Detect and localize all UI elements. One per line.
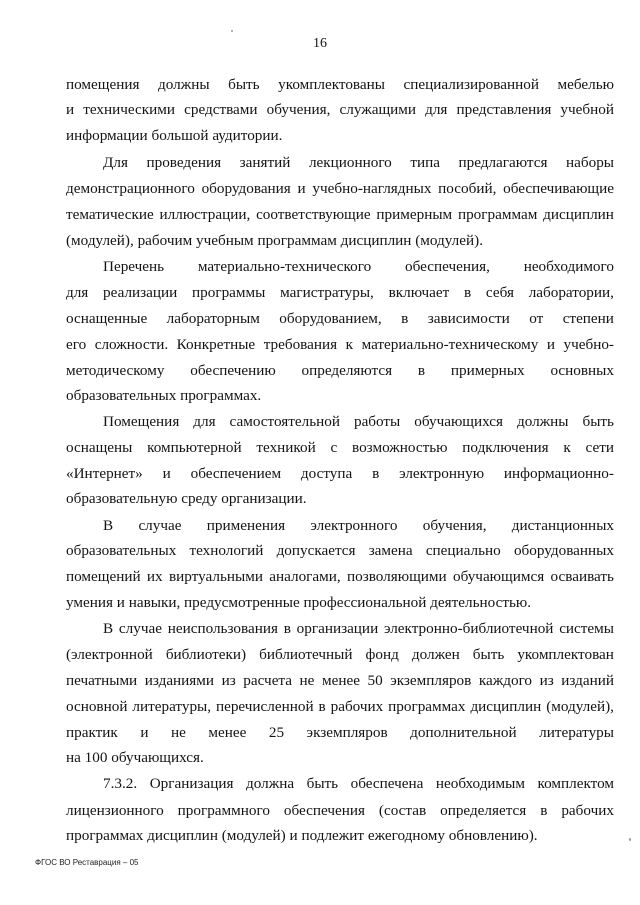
word: доступа bbox=[300, 465, 353, 482]
word: работы bbox=[353, 413, 401, 430]
word: перечисленной bbox=[215, 698, 314, 715]
text-line bbox=[66, 541, 614, 561]
word: замена bbox=[368, 542, 413, 559]
text-line bbox=[66, 335, 614, 355]
word: его bbox=[66, 336, 87, 353]
word: занятий bbox=[239, 154, 291, 171]
word: каждого bbox=[478, 672, 533, 689]
word: включает bbox=[388, 284, 450, 301]
footer-label: ФГОС ВО Реставрация – 05 bbox=[35, 858, 139, 867]
word: для bbox=[66, 284, 89, 301]
text-line: на 100 обучающихся. bbox=[66, 749, 204, 766]
word: лаборатории, bbox=[528, 284, 614, 301]
word: материально-техническому bbox=[361, 336, 539, 353]
text-line bbox=[66, 697, 614, 717]
text-line: образовательную среду организации. bbox=[66, 490, 307, 507]
word: определяется bbox=[440, 802, 527, 819]
text-line bbox=[103, 774, 614, 794]
word: 25 bbox=[268, 724, 285, 741]
word: для bbox=[425, 101, 448, 118]
word: экземпляров bbox=[306, 724, 388, 741]
word: в bbox=[372, 465, 380, 482]
text-line: информации большой аудитории. bbox=[66, 127, 283, 144]
text-line bbox=[66, 75, 614, 95]
word: дисциплин bbox=[470, 698, 542, 715]
word: рабочих bbox=[330, 698, 384, 715]
word: технологий bbox=[189, 542, 264, 559]
text-line bbox=[103, 257, 614, 277]
word: практик bbox=[66, 724, 118, 741]
word: оснащены bbox=[66, 439, 133, 456]
word: и bbox=[546, 336, 555, 353]
word: лицензионного bbox=[66, 802, 164, 819]
word: (состав bbox=[378, 802, 427, 819]
word: техникой bbox=[256, 439, 316, 456]
word: системы bbox=[559, 620, 614, 637]
word: В bbox=[103, 620, 114, 637]
word: для bbox=[193, 413, 216, 430]
text-line bbox=[66, 723, 614, 743]
word: примерным bbox=[376, 206, 453, 223]
word: менее bbox=[321, 672, 360, 689]
word: менее bbox=[208, 724, 247, 741]
word: электронно-библиотечной bbox=[383, 620, 554, 637]
word: тематические bbox=[66, 206, 154, 223]
word: случае bbox=[138, 517, 182, 534]
word: средствами bbox=[184, 101, 258, 118]
word: из bbox=[539, 672, 554, 689]
word: обеспечением bbox=[190, 465, 282, 482]
word: типа bbox=[410, 154, 440, 171]
word: в bbox=[318, 698, 326, 715]
word: сети bbox=[585, 439, 614, 456]
word: экземпляров bbox=[390, 672, 472, 689]
text-line bbox=[66, 567, 614, 587]
word: быть bbox=[582, 413, 614, 430]
text-line bbox=[66, 205, 614, 225]
word: осваивать bbox=[550, 568, 614, 585]
word: наборы bbox=[566, 154, 614, 171]
word: должна bbox=[246, 775, 295, 792]
word: в bbox=[464, 284, 472, 301]
word: программам bbox=[457, 206, 538, 223]
word: допускается bbox=[276, 542, 356, 559]
word: не bbox=[299, 672, 315, 689]
word: Помещения bbox=[103, 413, 180, 430]
word: и bbox=[297, 180, 306, 197]
word: из bbox=[221, 672, 236, 689]
word: подключения bbox=[462, 439, 549, 456]
word: мебелью bbox=[557, 76, 614, 93]
word: степени bbox=[562, 310, 614, 327]
text-line bbox=[66, 309, 614, 329]
word: учебной bbox=[560, 101, 614, 118]
word: (электронной bbox=[66, 646, 153, 663]
word: демонстрационного bbox=[66, 180, 195, 197]
word: литературы, bbox=[132, 698, 212, 715]
word: техническими bbox=[83, 101, 176, 118]
word: Перечень bbox=[103, 258, 165, 275]
word: информационно- bbox=[503, 465, 614, 482]
word: помещений bbox=[66, 568, 141, 585]
word: Организация bbox=[149, 775, 234, 792]
word: оборудованных bbox=[513, 542, 614, 559]
word: образовательных bbox=[66, 542, 177, 559]
word: обучающихся bbox=[414, 413, 504, 430]
word: обучения, bbox=[266, 101, 331, 118]
word: рабочих bbox=[561, 802, 614, 819]
word: помещения bbox=[66, 76, 140, 93]
word: с bbox=[330, 439, 338, 456]
word: обеспечению bbox=[190, 362, 276, 379]
word: иллюстрации, bbox=[159, 206, 251, 223]
word: проведения bbox=[146, 154, 222, 171]
word: фонд bbox=[365, 646, 399, 663]
word: зависимости bbox=[427, 310, 510, 327]
word: электронного bbox=[310, 517, 398, 534]
word: компьютерной bbox=[147, 439, 242, 456]
text-line bbox=[66, 464, 614, 484]
word: их bbox=[146, 568, 163, 585]
word: в bbox=[417, 362, 426, 379]
word: виртуальными bbox=[168, 568, 263, 585]
word: обучающимся bbox=[452, 568, 545, 585]
page-number: 16 bbox=[313, 36, 327, 51]
scan-speck bbox=[629, 838, 631, 841]
word: оборудования bbox=[201, 180, 291, 197]
scan-speck bbox=[231, 30, 233, 32]
text-line bbox=[66, 283, 614, 303]
word: определяются bbox=[301, 362, 393, 379]
word: позволяющими bbox=[347, 568, 447, 585]
word: материально-технического bbox=[197, 258, 372, 275]
text-line bbox=[66, 671, 614, 691]
word: к bbox=[345, 336, 354, 353]
word: аналогами, bbox=[269, 568, 341, 585]
word: соответствующие bbox=[256, 206, 371, 223]
word: быть bbox=[306, 775, 339, 792]
word: и bbox=[140, 724, 149, 741]
word: специально bbox=[425, 542, 501, 559]
word: и bbox=[66, 101, 75, 118]
word: обеспечена bbox=[350, 775, 424, 792]
word: предлагаются bbox=[458, 154, 548, 171]
word: В bbox=[103, 517, 114, 534]
word: лабораторным bbox=[166, 310, 260, 327]
word: необходимого bbox=[523, 258, 614, 275]
word: «Интернет» bbox=[66, 465, 143, 482]
word: оснащенные bbox=[66, 310, 148, 327]
text-line bbox=[66, 100, 614, 120]
word: Для bbox=[103, 154, 128, 171]
text-line bbox=[66, 438, 614, 458]
text-line: программах дисциплин (модулей) и подлежит ежегодному обновлению). bbox=[66, 827, 538, 844]
text-line bbox=[66, 179, 614, 199]
word: требования bbox=[263, 336, 338, 353]
text-line bbox=[103, 619, 614, 639]
word: программах bbox=[388, 698, 466, 715]
word: программного bbox=[177, 802, 270, 819]
word: пособий, bbox=[438, 180, 497, 197]
word: организации bbox=[296, 620, 379, 637]
word: 7.3.2. bbox=[103, 775, 138, 792]
word: расчета bbox=[243, 672, 292, 689]
word: в bbox=[401, 310, 409, 327]
word: обеспечивающие bbox=[503, 180, 614, 197]
text-line bbox=[103, 516, 614, 536]
word: библиотеки) bbox=[165, 646, 247, 663]
word: литературы bbox=[539, 724, 614, 741]
text-line: умения и навыки, предусмотренные профессиональной деятельностью. bbox=[66, 594, 532, 611]
word: учебно-наглядных bbox=[312, 180, 432, 197]
word: не bbox=[170, 724, 186, 741]
text-line bbox=[103, 412, 614, 432]
word: методическому bbox=[66, 362, 165, 379]
word: быть bbox=[228, 76, 260, 93]
word: должен bbox=[411, 646, 460, 663]
word: дисциплин bbox=[543, 206, 614, 223]
word: должны bbox=[516, 413, 569, 430]
word: неиспользования bbox=[167, 620, 278, 637]
word: изданий bbox=[561, 672, 614, 689]
text-line bbox=[66, 361, 614, 381]
word: случае bbox=[118, 620, 162, 637]
text-line: образовательных программах. bbox=[66, 387, 262, 404]
word: самостоятельной bbox=[229, 413, 340, 430]
word: печатными bbox=[66, 672, 138, 689]
word: в bbox=[283, 620, 291, 637]
text-line bbox=[66, 801, 614, 821]
word: 50 bbox=[367, 672, 383, 689]
word: служащими bbox=[339, 101, 417, 118]
word: применения bbox=[206, 517, 286, 534]
word: дополнительной bbox=[410, 724, 517, 741]
word: и bbox=[162, 465, 171, 482]
word: магистратуры, bbox=[280, 284, 374, 301]
word: изданиями bbox=[144, 672, 215, 689]
word: в bbox=[540, 802, 548, 819]
word: укомплектованы bbox=[278, 76, 385, 93]
word: быть bbox=[472, 646, 505, 663]
word: необходимым bbox=[435, 775, 525, 792]
word: электронную bbox=[399, 465, 485, 482]
word: учебно- bbox=[563, 336, 614, 353]
word: сложности. bbox=[94, 336, 169, 353]
word: от bbox=[529, 310, 544, 327]
word: (модулей), bbox=[546, 698, 614, 715]
word: специализированной bbox=[403, 76, 539, 93]
word: к bbox=[563, 439, 571, 456]
text-line: (модулей), рабочим учебным программам дисциплин (модулей). bbox=[66, 232, 483, 249]
word: Конкретные bbox=[176, 336, 256, 353]
word: оборудованием, bbox=[279, 310, 382, 327]
word: обеспечения, bbox=[405, 258, 490, 275]
text-line bbox=[66, 645, 614, 665]
word: реализации bbox=[103, 284, 178, 301]
word: программы bbox=[192, 284, 266, 301]
word: обучения, bbox=[422, 517, 487, 534]
word: себя bbox=[485, 284, 514, 301]
word: обеспечения bbox=[283, 802, 365, 819]
word: укомплектован bbox=[517, 646, 614, 663]
word: должны bbox=[158, 76, 210, 93]
word: дистанционных bbox=[511, 517, 614, 534]
word: основных bbox=[550, 362, 614, 379]
word: возможностью bbox=[352, 439, 448, 456]
word: комплектом bbox=[537, 775, 614, 792]
word: основной bbox=[66, 698, 128, 715]
word: примерных bbox=[450, 362, 525, 379]
word: лекционного bbox=[308, 154, 392, 171]
word: представления bbox=[456, 101, 552, 118]
word: библиотечный bbox=[259, 646, 353, 663]
text-line bbox=[103, 153, 614, 173]
